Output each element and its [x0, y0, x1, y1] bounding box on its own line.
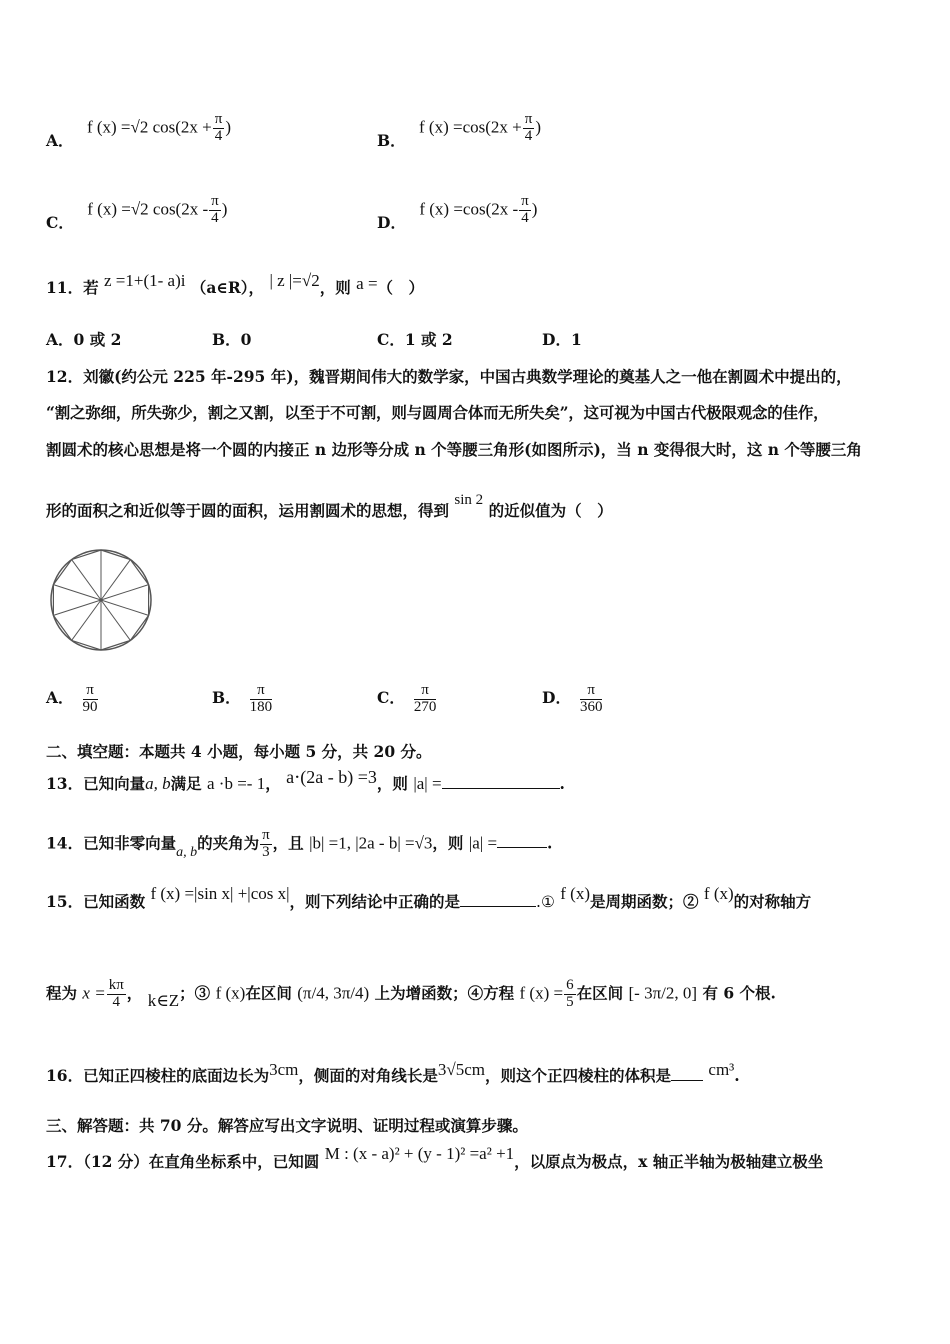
option-formula: f (x) =√2 cos(2x + — [86, 117, 212, 137]
fraction — [250, 683, 273, 716]
option-a — [46, 111, 231, 151]
option-label: C． — [46, 213, 74, 233]
formula: 3cm — [269, 1060, 299, 1079]
numerator: π — [83, 683, 98, 700]
formula: f (x) — [560, 884, 590, 903]
formula: a, b — [176, 845, 198, 861]
text: 16．已知正四棱柱的底面边长为 — [46, 1066, 270, 1085]
denominator: 5 — [566, 993, 574, 1010]
interval: (π/4, 3π/4) — [297, 983, 370, 1003]
question-17 — [46, 1144, 824, 1172]
denominator: 90 — [82, 698, 98, 715]
option-d — [377, 193, 538, 233]
option-c: C．1 或 2 — [377, 330, 453, 349]
paren: ) — [225, 117, 231, 137]
denominator: 4 — [211, 209, 219, 226]
question-12-line: 割圆术的核心思想是将一个圆的内接正 n 边形等分成 n 个等腰三角形(如图所示)，当 n 变得很大时，这 n 个等腰三角 — [46, 440, 862, 459]
formula: sin 2 — [454, 492, 484, 508]
text: ；③ — [179, 983, 211, 1003]
option-label: D． — [377, 213, 406, 233]
fraction — [523, 112, 535, 145]
section-heading: 二、填空题：本题共 4 小题，每小题 5 分，共 20 分。 — [46, 742, 432, 761]
numerator: π — [262, 827, 270, 843]
text: 11．若 — [46, 278, 99, 297]
formula: f (x) — [703, 884, 734, 903]
text: . — [734, 1066, 740, 1085]
option-a — [46, 683, 99, 716]
numerator: π — [211, 193, 219, 209]
numerator: 6 — [566, 977, 574, 993]
formula: |a| = — [468, 833, 498, 853]
option-label: A． — [46, 131, 74, 151]
text: 14．已知非零向量 — [46, 833, 177, 853]
answer-blank[interactable] — [460, 906, 536, 907]
question-14 — [46, 828, 552, 861]
fraction — [414, 683, 437, 716]
text: 的近似值为（ ） — [488, 501, 613, 520]
fraction — [564, 978, 576, 1011]
fraction — [209, 194, 221, 227]
denominator: 4 — [521, 209, 529, 226]
text: ，则 — [319, 278, 351, 297]
text: 的夹角为 — [197, 833, 260, 853]
text: 是周期函数；② — [590, 892, 699, 911]
question-12-line: 12．刘徽(约公元 225 年-295 年)，魏晋期间伟大的数学家，中国古典数学理论的奠基人之一他在割圆术中提出的， — [46, 367, 852, 386]
option-b — [377, 111, 541, 151]
text: 的对称轴方 — [733, 892, 812, 911]
fraction — [107, 978, 126, 1011]
numerator: π — [250, 683, 273, 700]
numerator: kπ — [108, 977, 124, 993]
text: 在区间 — [576, 983, 624, 1003]
text: ，则 — [432, 833, 464, 853]
answer-blank[interactable] — [442, 788, 560, 789]
formula: a, b — [145, 774, 171, 793]
formula: 3√5cm — [437, 1060, 485, 1079]
text: 13．已知向量 — [46, 774, 146, 793]
text: ，则下列结论中正确的是 — [289, 892, 461, 911]
text: 上为增函数；④方程 — [374, 983, 515, 1003]
text: 满足 — [170, 774, 202, 793]
fraction — [83, 683, 98, 716]
question-13 — [46, 767, 565, 794]
text: ，则 — [376, 774, 408, 793]
option-d — [542, 683, 603, 716]
option-d: D．1 — [542, 330, 582, 349]
formula: k∈Z — [147, 991, 180, 1011]
formula: a ·b =- 1 — [207, 774, 266, 793]
option-label: B． — [212, 688, 241, 708]
text: 17．（12 分）在直角坐标系中，已知圆 — [46, 1152, 320, 1171]
formula: a⋅(2a - b) =3 — [286, 767, 377, 787]
denominator: 4 — [524, 127, 533, 144]
text: ， — [126, 983, 143, 1003]
numerator: π — [521, 193, 529, 209]
numerator: π — [524, 111, 533, 127]
denominator: 3 — [262, 843, 270, 860]
fraction — [519, 194, 531, 227]
denominator: 4 — [112, 993, 120, 1010]
option-label: C． — [377, 688, 405, 708]
option-b — [212, 683, 273, 716]
text: ，且 — [272, 833, 304, 853]
option-label: B． — [377, 131, 406, 151]
answer-blank[interactable] — [497, 847, 547, 848]
option-b: B．0 — [212, 330, 252, 349]
formula: f (x) = — [519, 983, 564, 1003]
option-label: D． — [542, 688, 571, 708]
section-heading: 三、解答题：共 70 分。解答应写出文字说明、证明过程或演算步骤。 — [46, 1116, 528, 1135]
denominator: 270 — [413, 698, 437, 715]
formula: | z |=√2 — [269, 271, 320, 290]
fraction — [213, 112, 225, 145]
formula: a = — [356, 274, 378, 293]
paren: ) — [221, 199, 228, 219]
fraction — [580, 683, 603, 716]
formula: z =1+(1- a)i — [103, 271, 186, 290]
unit: cm³ — [708, 1060, 735, 1079]
text: 程为 — [46, 983, 78, 1003]
interval: [- 3π/2, 0] — [628, 983, 698, 1003]
formula: |a| = — [413, 774, 442, 793]
formula: M : (x - a)² + (y - 1)² =a² +1 — [324, 1144, 515, 1163]
option-c — [377, 683, 437, 716]
question-16 — [46, 1060, 740, 1086]
text: . — [547, 833, 553, 853]
option-label: A． — [46, 688, 74, 708]
paren: ) — [535, 117, 541, 137]
text: （ ） — [377, 278, 425, 297]
text: ，以原点为极点，x 轴正半轴为极轴建立极坐 — [514, 1152, 824, 1171]
option-formula: f (x) =cos(2x + — [419, 117, 522, 137]
text: ，则这个正四棱柱的体积是 — [484, 1066, 671, 1085]
option-formula: f (x) =cos(2x - — [419, 199, 519, 219]
numerator: π — [580, 683, 603, 700]
option-a: A．0 或 2 — [46, 330, 122, 349]
text: .① — [536, 893, 555, 911]
text: ， — [265, 774, 281, 793]
text: （a∈R） — [190, 278, 249, 297]
numerator: π — [414, 683, 437, 700]
denominator: 360 — [579, 698, 603, 715]
text: 在区间 — [245, 983, 292, 1003]
text: 15．已知函数 — [46, 892, 146, 911]
denominator: 4 — [214, 127, 223, 144]
formula: x = — [82, 983, 106, 1003]
denominator: 180 — [249, 698, 273, 715]
formula: |b| =1, |2a - b| =√3 — [309, 833, 433, 853]
question-12-line — [46, 492, 613, 521]
option-c — [46, 193, 228, 233]
option-formula: f (x) =√2 cos(2x - — [87, 199, 209, 219]
question-12-line: “割之弥细，所失弥少，割之又割，以至于不可割，则与圆周合体而无所失矣”，这可视为中国古代极限观念的佳作， — [46, 403, 829, 422]
question-15-line2 — [46, 978, 776, 1011]
question-11-stem — [46, 271, 425, 298]
text: 形的面积之和近似等于圆的面积，运用割圆术的思想，得到 — [46, 501, 450, 520]
fraction — [260, 828, 272, 861]
text: ，侧面的对角线长是 — [298, 1066, 438, 1085]
answer-blank[interactable] — [671, 1080, 703, 1081]
question-15-line1 — [46, 884, 812, 912]
text: 有 6 个根. — [702, 983, 776, 1003]
numerator: π — [214, 111, 223, 127]
formula: f (x) =|sin x| +|cos x| — [150, 884, 290, 903]
paren: ) — [531, 199, 538, 219]
circle-division-figure — [48, 548, 154, 654]
formula: f (x) — [215, 983, 246, 1003]
text: . — [559, 774, 565, 793]
text: ， — [248, 278, 265, 297]
